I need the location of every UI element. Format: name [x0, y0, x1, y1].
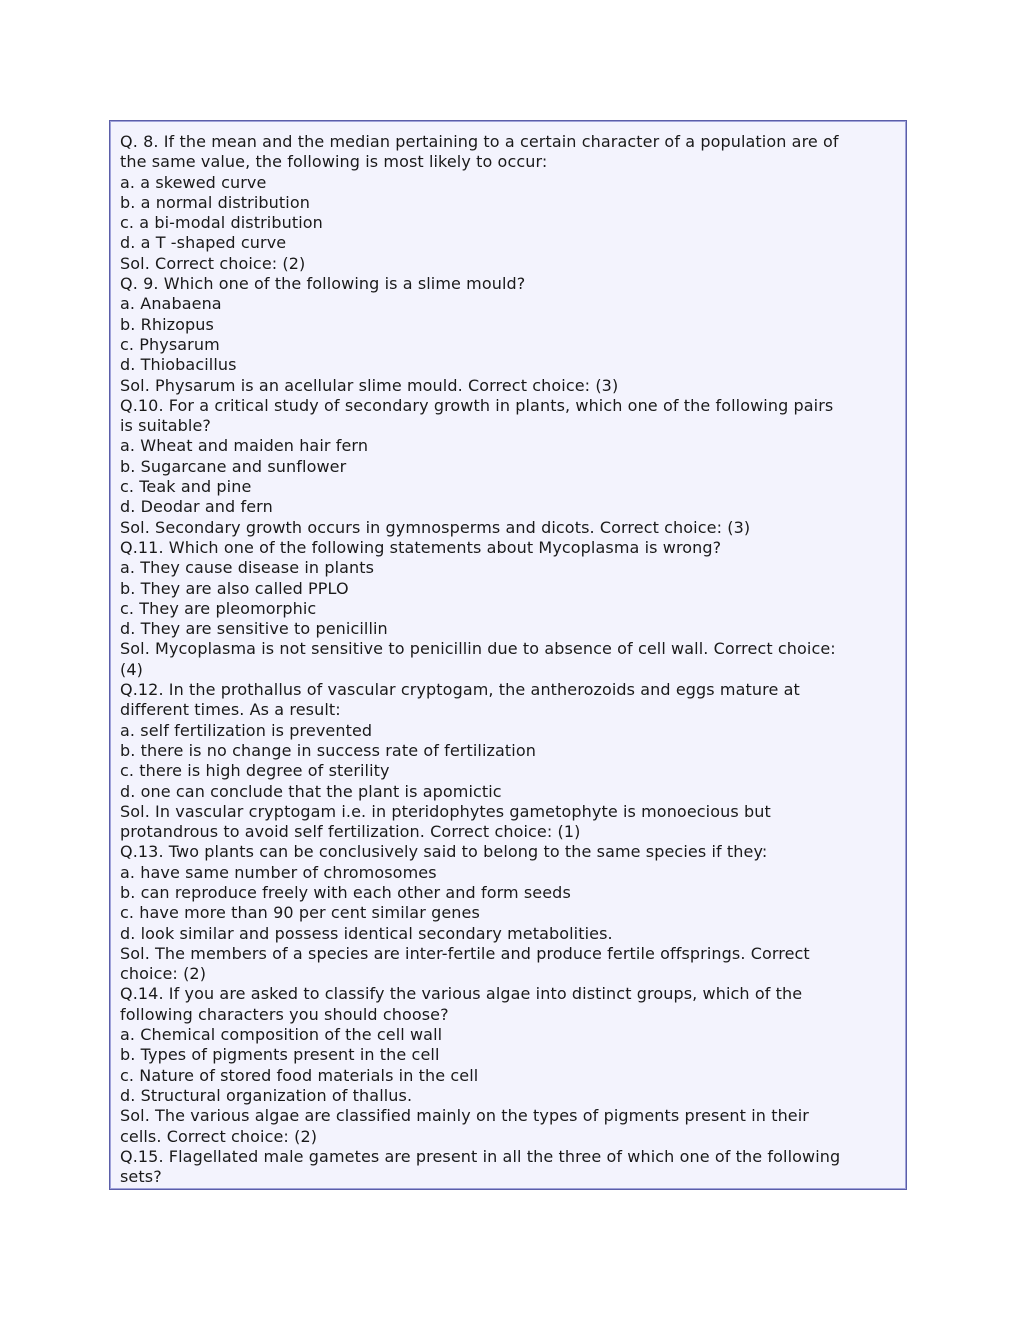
text-line: Sol. The various algae are classified mainly on the types of pigments present in their: [120, 1106, 809, 1126]
text-line: Q. 8. If the mean and the median pertaining to a certain character of a population are of: [120, 132, 839, 151]
text-line: b. there is no change in success rate of fertilization: [120, 740, 536, 760]
text-line: Q.11. Which one of the following statements about Mycoplasma is wrong?: [120, 537, 722, 557]
text-line: d. Deodar and fern: [120, 497, 273, 517]
text-line: choice: (2): [120, 964, 207, 984]
text-line: Q.12. In the prothallus of vascular cryptogam, the antherozoids and eggs mature at: [120, 680, 800, 700]
text-line: d. one can conclude that the plant is apomictic: [120, 781, 502, 801]
text-line: a. Anabaena: [120, 294, 222, 314]
text-line: following characters you should choose?: [120, 1004, 449, 1024]
text-line: different times. As a result:: [120, 700, 341, 720]
text-line: is suitable?: [120, 416, 212, 436]
text-line: b. They are also called PPLO: [120, 578, 349, 598]
text-line: a. a skewed curve: [120, 172, 267, 192]
text-line: Sol. Mycoplasma is not sensitive to penicillin due to absence of cell wall. Correct choice:: [120, 639, 836, 659]
text-line: b. a normal distribution: [120, 192, 310, 212]
text-line: Q. 9. Which one of the following is a slime mould?: [120, 274, 526, 294]
text-line: Sol. The members of a species are inter-fertile and produce fertile offsprings. Correct: [120, 943, 810, 963]
text-line: c. a bi-modal distribution: [120, 213, 323, 233]
text-line: a. Chemical composition of the cell wall: [120, 1025, 443, 1045]
text-line: Q.10. For a critical study of secondary growth in plants, which one of the following pairs: [120, 395, 834, 415]
text-line: b. Sugarcane and sunflower: [120, 456, 347, 476]
text-line: d. look similar and possess identical secondary metabolities.: [120, 923, 613, 943]
text-line: c. Nature of stored food materials in the cell: [120, 1065, 479, 1085]
text-line: c. there is high degree of sterility: [120, 761, 390, 781]
text-line: a. have same number of chromosomes: [120, 862, 437, 882]
text-line: d. Thiobacillus: [120, 355, 237, 375]
text-line: cells. Correct choice: (2): [120, 1126, 318, 1146]
text-line: c. Teak and pine: [120, 477, 252, 497]
text-line: d. a T -shaped curve: [120, 233, 287, 253]
text-line: d. Structural organization of thallus.: [120, 1085, 413, 1105]
text-line: c. have more than 90 per cent similar genes: [120, 903, 480, 923]
text-line: b. can reproduce freely with each other and form seeds: [120, 882, 571, 902]
text-line: the same value, the following is most likely to occur:: [120, 152, 548, 172]
text-line: d. They are sensitive to penicillin: [120, 619, 388, 639]
question-panel: [109, 120, 907, 1190]
text-line: Q.13. Two plants can be conclusively said to belong to the same species if they:: [120, 842, 768, 862]
text-line: b. Rhizopus: [120, 314, 214, 334]
text-line: a. They cause disease in plants: [120, 558, 375, 578]
text-line: a. self fertilization is prevented: [120, 720, 373, 740]
text-line: Sol. Physarum is an acellular slime mould. Correct choice: (3): [120, 375, 619, 395]
text-line: a. Wheat and maiden hair fern: [120, 436, 369, 456]
text-line: Sol. In vascular cryptogam i.e. in pteridophytes gametophyte is monoecious but: [120, 801, 771, 821]
text-line: (4): [120, 659, 143, 679]
text-line: Sol. Secondary growth occurs in gymnosperms and dicots. Correct choice: (3): [120, 517, 751, 537]
text-line: c. Physarum: [120, 334, 220, 354]
text-line: protandrous to avoid self fertilization. Correct choice: (1): [120, 822, 581, 842]
text-line: Q.14. If you are asked to classify the various algae into distinct groups, which of the: [120, 984, 803, 1004]
text-line: Sol. Correct choice: (2): [120, 253, 306, 273]
text-line: b. Types of pigments present in the cell: [120, 1045, 440, 1065]
text-line: Q.15. Flagellated male gametes are present in all the three of which one of the following: [120, 1146, 841, 1166]
text-line: c. They are pleomorphic: [120, 598, 317, 618]
text-line: sets?: [120, 1167, 162, 1187]
